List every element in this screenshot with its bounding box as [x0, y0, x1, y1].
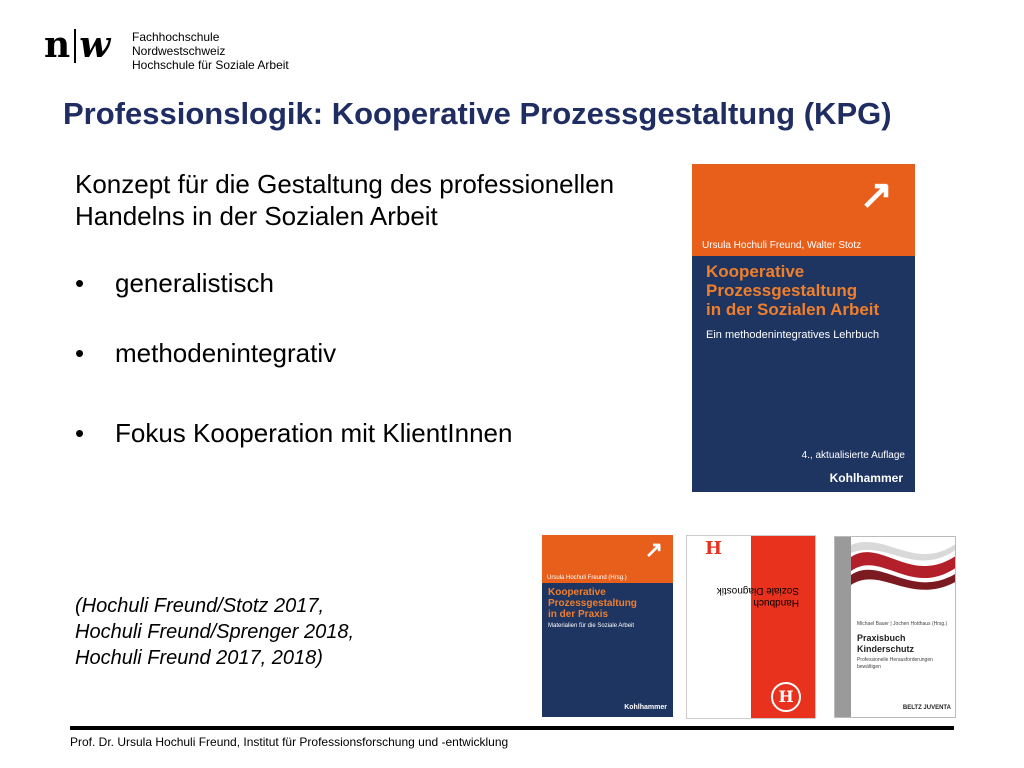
- book-title: Kooperative Prozessgestaltung in der Praxis: [548, 587, 637, 620]
- footer-divider: [70, 726, 954, 730]
- reference-line: (Hochuli Freund/Stotz 2017,: [75, 595, 325, 617]
- intro-line-1: Konzept für die Gestaltung des professionellen: [75, 169, 615, 199]
- book-authors: Ursula Hochuli Freund (Hrsg.): [547, 575, 627, 581]
- book-edition: 4., aktualisierte Auflage: [801, 450, 905, 461]
- book-publisher: BELTZ JUVENTA: [902, 705, 951, 711]
- bullet-item: • methodenintegrativ: [75, 338, 337, 368]
- intro-text: [75, 168, 675, 232]
- bullet-item: • generalistisch: [75, 268, 274, 298]
- ribbon-wave-graphic: [851, 537, 956, 607]
- book-title: Handbuch Soziale Diagnostik: [716, 585, 799, 608]
- bullet-item: • Fokus Kooperation mit KlientInnen: [75, 418, 513, 448]
- reference-line: Hochuli Freund/Sprenger 2018,: [75, 621, 355, 643]
- book-publisher: Kohlhammer: [829, 471, 903, 485]
- logo-mark: n w: [44, 24, 112, 66]
- book-subtitle: Ein methodenintegratives Lehrbuch: [706, 329, 880, 341]
- reference-line: Hochuli Freund 2017, 2018): [75, 647, 323, 669]
- book-subtitle: Materialien für die Soziale Arbeit: [548, 623, 635, 629]
- publisher-h-logo: H: [705, 538, 723, 559]
- institution-logo: [44, 24, 314, 72]
- logo-text: [132, 30, 314, 72]
- references: [75, 593, 495, 671]
- logo-line-2: Hochschule für Soziale Arbeit: [132, 58, 289, 72]
- book-title: Kooperative Prozessgestaltung in der Sozialen Arbeit: [706, 262, 880, 319]
- book-cover-handbuch: [686, 535, 816, 719]
- book-authors: Ursula Hochuli Freund, Walter Stotz: [702, 240, 862, 251]
- arrow-up-right-icon: ↗: [644, 537, 663, 562]
- logo-line-1: Fachhochschule Nordwestschweiz: [132, 30, 226, 58]
- h-circle-logo: H: [771, 682, 801, 712]
- cover-spine-edge: [835, 537, 851, 718]
- book-cover-kinderschutz: [834, 536, 956, 718]
- book-cover-praxis: [542, 535, 673, 717]
- book-publisher: Kohlhammer: [624, 704, 667, 711]
- book-subtitle: Professionelle Herausforderungen bewältigen: [857, 657, 933, 670]
- arrow-up-right-icon: ↗: [859, 173, 893, 217]
- book-cover-main: [692, 164, 915, 492]
- book-editors: Michael Bauer | Jochen Hotthaus (Hrsg.): [857, 621, 948, 627]
- footer-text: Prof. Dr. Ursula Hochuli Freund, Institut für Professionsforschung und -entwicklung: [70, 735, 509, 749]
- intro-line-2: Handelns in der Sozialen Arbeit: [75, 201, 438, 231]
- book-title: Praxisbuch Kinderschutz: [857, 633, 915, 654]
- slide-title: Professionslogik: Kooperative Prozessgestaltung (KPG): [63, 96, 892, 131]
